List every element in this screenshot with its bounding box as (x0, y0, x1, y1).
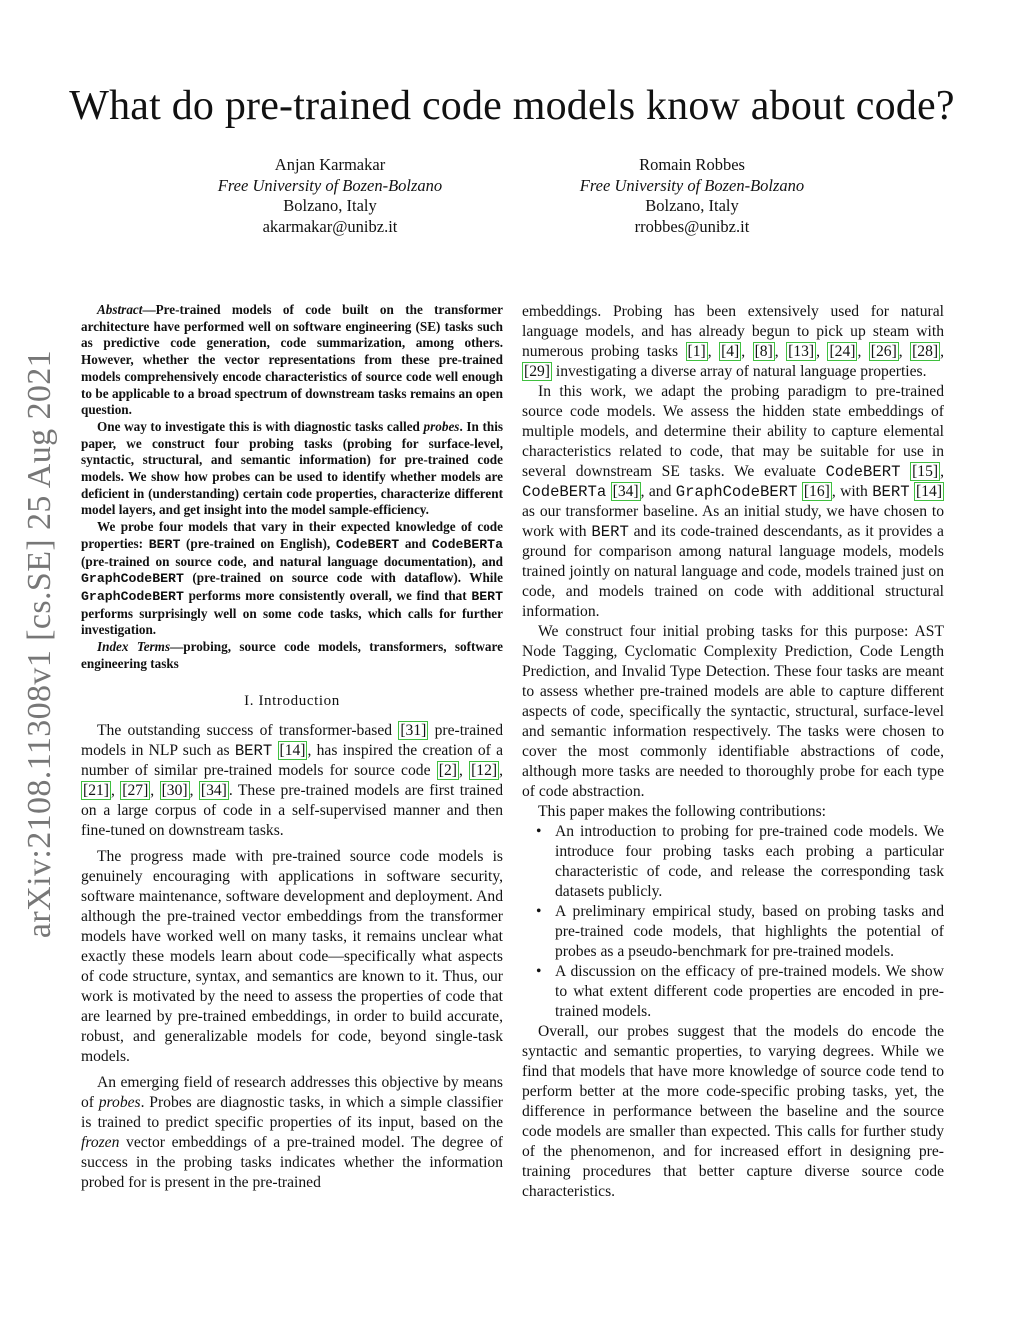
intro-paragraph: In this work, we adapt the probing paradigm to pre-trained source code models. We assess the hidden state embeddings of multiple models, and determine their ability to capture elemental characteristics related to code, that may be suitable for use in several downstream SE tasks. We evaluate CodeBERT [15] , CodeBERTa [34] , and GraphCodeBERT [16] , with BERT [14] as our transformer baseline. As an initial study, we have chosen to work with BERT and its code-trained descendants, as it provides a ground for comparison among natural language models, models trained jointly on natural language and code, models trained just on code, and models trained on code with additional structural information. (522, 383, 944, 620)
index-terms-label: Index Terms (97, 639, 171, 655)
citation-link[interactable]: [30] (161, 782, 188, 800)
model-name: BERT (591, 523, 629, 541)
citation-link[interactable]: [34] (612, 483, 639, 500)
abstract-paragraph: We probe four models that vary in their expected knowledge of code properties: BERT (pre-trained on English), CodeBERT and CodeBERTa (pre-trained on source code, and natural language documentation), and GraphCodeBERT (pre-trained on source code with dataflow). While GraphCodeBERT performs more consistently overall, we find that BERT performs surprisingly well on some code tasks, which calls for further investigation. (81, 519, 503, 638)
citation-link[interactable]: [15] (912, 463, 939, 480)
right-column (522, 302, 944, 1202)
left-column (81, 302, 503, 1193)
citation-link[interactable]: [31] (400, 722, 427, 740)
abstract-label: Abstract (97, 302, 143, 317)
model-name: GraphCodeBERT (81, 571, 184, 587)
abstract-paragraph: One way to investigate this is with diagnostic tasks called probes. In this paper, we construct four probing tasks (probing for surface-level, syntactic, structural, and semantic information) for pre-trained code models. We show how probes can be used to identify whether models are deficient in (understanding) certain code properties, characterize different model layers, and get insight into the model sample-efficiency. (81, 418, 503, 518)
author-affiliation: Free University of Bozen-Bolzano (217, 175, 443, 195)
model-name: GraphCodeBERT (675, 483, 798, 501)
citation-link[interactable]: [26] (870, 343, 897, 360)
list-item: • A preliminary empirical study, based on probing tasks and pre-trained code models, that highlights the potential of probes as a pseudo-benchmark for pre-trained models. (522, 902, 944, 962)
citation-link[interactable]: [12] (471, 762, 498, 780)
citation-link[interactable]: [16] (803, 483, 830, 500)
intro-paragraph: We construct four initial probing tasks for this purpose: AST Node Tagging, Cyclomatic Complexity Prediction, Code Length Prediction, and Invalid Type Detection. These four tasks are meant to assess whether pre-trained models are able to capture different aspects of code, specifically the syntactic, structural, surface-level and semantic information respectively. The tasks were chosen to cover the most commonly identifiable abstractions of code, although more tasks are needed to thoroughly probe for each type of code abstraction. (522, 623, 944, 800)
model-name: BERT (148, 536, 181, 552)
author-email[interactable]: rrobbes@unibz.it (634, 216, 750, 236)
model-name: CodeBERTa (431, 536, 503, 552)
model-name: GraphCodeBERT (81, 588, 184, 604)
citation-link[interactable]: [13] (788, 343, 815, 360)
author-location: Bolzano, Italy (645, 196, 739, 215)
model-name: BERT (234, 742, 273, 761)
citation-link[interactable]: [24] (829, 343, 856, 360)
citation-link[interactable]: [8] (754, 343, 773, 360)
model-name: CodeBERTa (522, 483, 607, 501)
author-name: Romain Robbes (639, 155, 745, 174)
model-name: BERT (471, 588, 503, 604)
list-item: • An introduction to probing for pre-trained code models. We introduce four probing tasks each probing a particular characteristic of code, and release the corresponding task datasets publicly. (522, 822, 944, 902)
author-location: Bolzano, Italy (283, 196, 377, 215)
index-terms: Index Terms—probing, source code models, transformers, software engineering tasks (81, 639, 503, 671)
citation-link[interactable]: [29] (524, 363, 550, 380)
model-name: CodeBERT (825, 463, 901, 481)
citation-link[interactable]: [4] (721, 343, 740, 360)
citation-link[interactable]: [14] (916, 483, 943, 500)
citation-link[interactable]: [2] (438, 762, 457, 780)
author-block-2 (532, 155, 852, 237)
section-heading: I. Introduction (244, 693, 340, 710)
citation-link[interactable]: [28] (912, 343, 939, 360)
term-frozen: frozen (81, 1134, 120, 1152)
intro-paragraph: The outstanding success of transformer-based [31] pre-trained models in NLP such as BERT [14] , has inspired the creation of a number of similar pre-trained models for source code [2] , [12] , [21] , [27] , [30] , [34] . These pre-trained models are first trained on a large corpus of code in a self-supervised manner and then fine-tuned on downstream tasks. (81, 722, 504, 840)
author-affiliation: Free University of Bozen-Bolzano (579, 175, 805, 195)
citation-link[interactable]: [27] (122, 782, 149, 800)
contributions-list (522, 822, 944, 1022)
abstract-paragraph: Abstract—Pre-trained models of code built on the transformer architecture have performed well on software engineering (SE) tasks such as predictive code generation, code summarization, among others. However, whether the vector representations from these pre-trained models comprehensively encode characteristics of source code well enough to be applicable to a broad spectrum of downstream tasks remains an open question. (81, 302, 503, 418)
list-item: • A discussion on the efficacy of pre-trained models. We show to what extent different code properties are encoded in pre-trained models. (522, 962, 944, 1022)
term-probes: probes (423, 418, 460, 434)
arxiv-identifier (10, 344, 70, 944)
citation-link[interactable]: [34] (200, 782, 227, 800)
citation-link[interactable]: [1] (687, 343, 706, 360)
intro-paragraph: An emerging field of research addresses this objective by means of probes. Probes are diagnostic tasks, in which a simple classifier is trained to predict specific properties of its input, based on the frozen vector embeddings of a pre-trained model. The degree of success in the probing tasks indicates whether the information probed for is present in the pre-trained (81, 1074, 503, 1192)
abstract (81, 302, 503, 672)
model-name: BERT (872, 483, 910, 501)
term-probes: probes (98, 1094, 141, 1112)
model-name: CodeBERT (335, 536, 400, 552)
intro-paragraph: Overall, our probes suggest that the models do encode the syntactic and semantic properties, to varying degrees. While we find that models that have more knowledge of source code tend to perform better at the more code-specific probing tasks, yet, the difference in performance between the baseline and the source code models are smaller than expected. This calls for further study of the phenomenon, and for increased effort in designing pre-training procedures that better capture diverse source code characteristics. (522, 1023, 944, 1200)
arxiv-identifier-text: arXiv:2108.11308v1 [cs.SE] 25 Aug 2021 (21, 349, 58, 939)
intro-paragraph: embeddings. Probing has been extensively used for natural language models, and has already begun to pick up steam with numerous probing tasks [1] , [4] , [8] , [13] , [24] , [26] , [28] , [29] investigating a diverse array of natural language properties. (522, 303, 944, 380)
author-block-1 (170, 155, 490, 237)
intro-paragraph: The progress made with pre-trained source code models is genuinely encouraging with applications in software security, software maintenance, software development and deployment. And although the pre-trained vector embeddings from the transformer models have worked well on many tasks, it remains unclear what exactly these models learn about code—specifically what aspects of code structure, syntax, and semantics are known to it. Thus, our work is motivated by the need to assess the properties of code that are learned by pre-trained embeddings, in order to build accurate, robust, and generalizable models for code, beyond single-task models. (81, 848, 503, 1066)
author-email[interactable]: akarmakar@unibz.it (262, 216, 398, 236)
intro-paragraph: This paper makes the following contributions: (538, 803, 826, 820)
citation-link[interactable]: [14] (279, 742, 306, 760)
citation-link[interactable]: [21] (83, 782, 109, 800)
author-name: Anjan Karmakar (274, 155, 386, 174)
paper-title: What do pre-trained code models know about code? (69, 83, 955, 129)
